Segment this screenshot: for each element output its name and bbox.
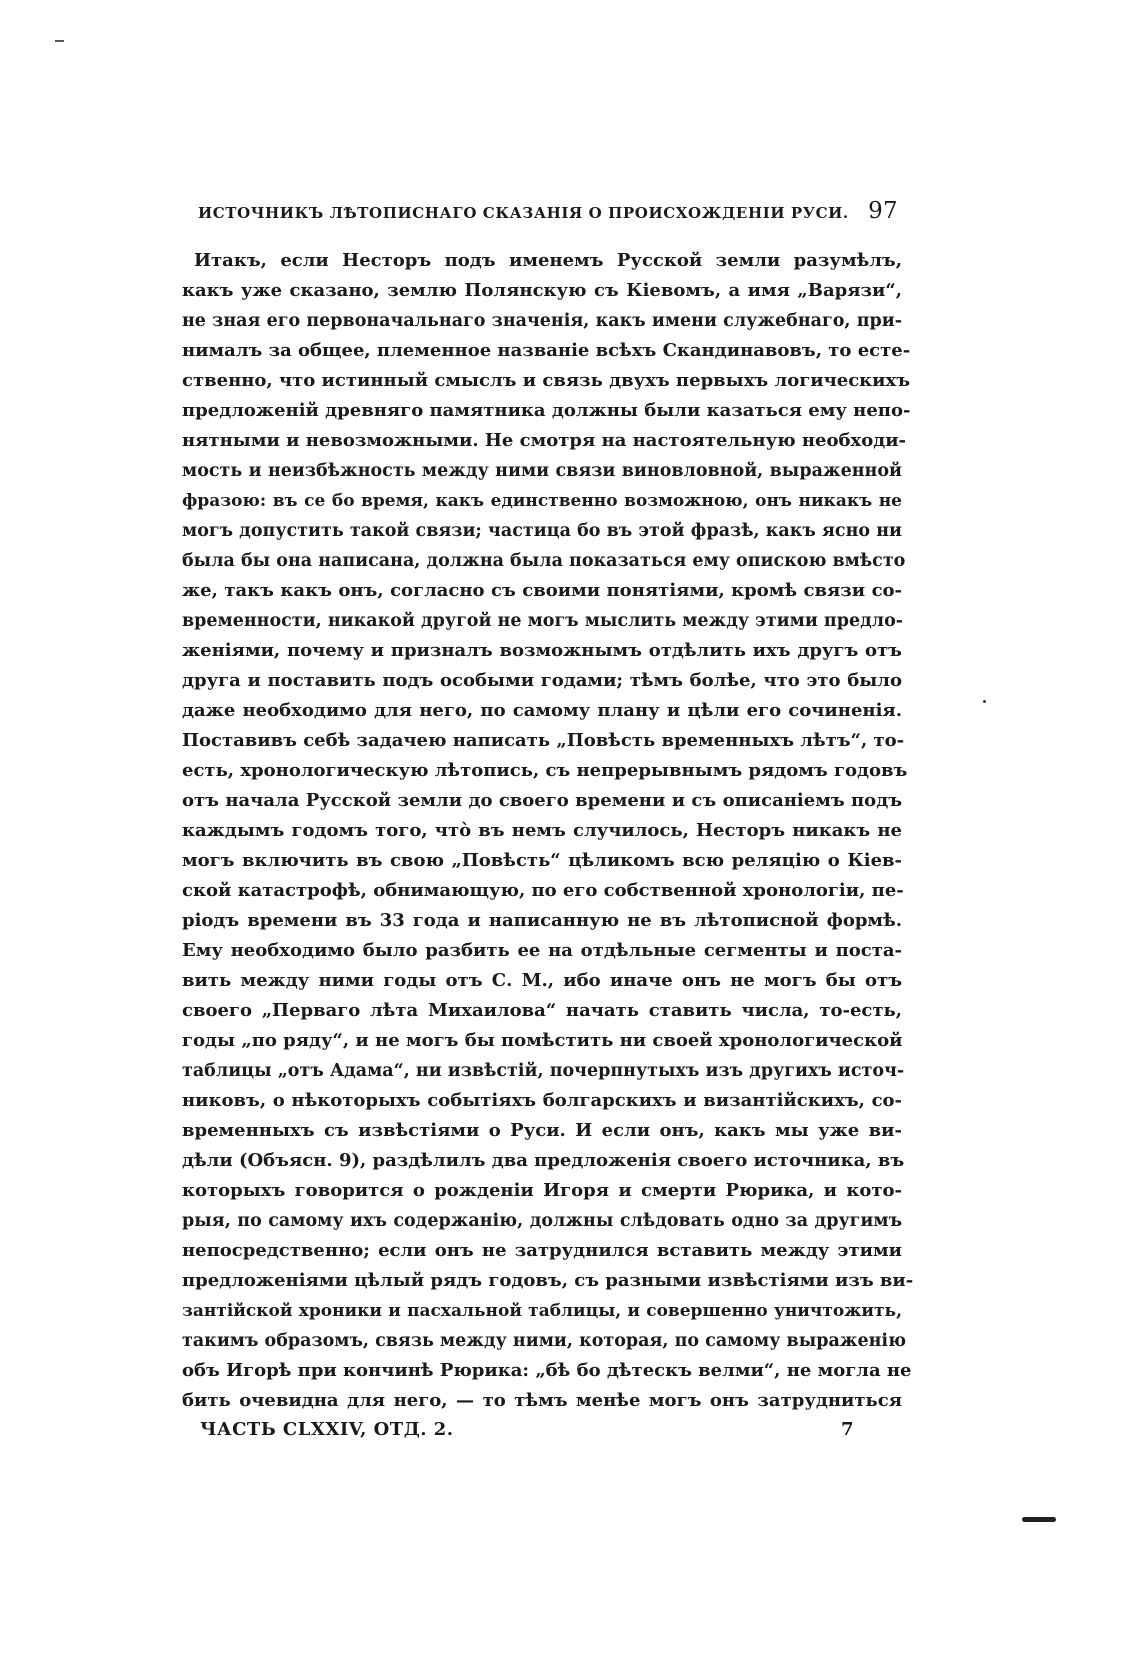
page-number: 97 (868, 198, 898, 224)
body-text (182, 246, 914, 1416)
text-line: какъ уже сказано, землю Полянскую съ Кіевомъ, а имя „Варязи“, (182, 280, 902, 301)
text-line: предложеніями цѣлый рядъ годовъ, съ разными извѣстіями изъ ви- (182, 1270, 914, 1291)
text-line: предложеній древняго памятника должны были казаться ему непо- (182, 400, 911, 421)
text-line: отъ начала Русской земли до своего времени и съ описаніемъ подъ (182, 790, 902, 811)
text-line: вить между ними годы отъ С. М., ибо иначе онъ не могъ бы отъ (182, 970, 902, 991)
text-line: же, такъ какъ онъ, согласно съ своими понятіями, кромѣ связи со- (182, 580, 902, 601)
scan-artifact-dot (983, 700, 986, 703)
text-line: не зная его первоначальнаго значенія, какъ имени служебнаго, при- (182, 311, 902, 331)
text-line: зантійской хроники и пасхальной таблицы, и совершенно уничтожить, (182, 1301, 902, 1321)
text-line: ской катастрофѣ, обнимающую, по его собственной хронологіи, пе- (182, 880, 904, 901)
text-line: никовъ, о нѣкоторыхъ событіяхъ болгарскихъ и византійскихъ, со- (182, 1090, 902, 1111)
text-line: Итакъ, если Несторъ подъ именемъ Русской земли разумѣлъ, (194, 250, 902, 271)
text-line: рыя, по самому ихъ содержанію, должны слѣдовать одно за другимъ (182, 1211, 902, 1231)
text-line: ственно, что истинный смыслъ и связь двухъ первыхъ логическихъ (182, 370, 911, 391)
signature-mark: ЧАСТЬ CLXXIV, ОТД. 2. (200, 1419, 454, 1440)
sheet-number: 7 (840, 1419, 854, 1440)
text-line: своего „Перваго лѣта Михаилова“ начать ставить числа, то-есть, (182, 1000, 902, 1021)
scan-artifact-mark (55, 40, 64, 42)
text-line: Поставивъ себѣ задачею написать „Повѣсть временныхъ лѣтъ“, то- (182, 730, 905, 751)
text-line: мость и неизбѣжность между ними связи виновловной, выраженной (182, 461, 902, 481)
text-line: даже необходимо для него, по самому плану и цѣли его сочиненія. (182, 700, 902, 721)
text-line: такимъ образомъ, связь между ними, которая, по самому выраженію (182, 1331, 907, 1351)
text-line: которыхъ говорится о рожденіи Игоря и смерти Рюрика, и кото- (182, 1180, 902, 1201)
text-line: была бы она написана, должна была показаться ему опискою вмѣсто (182, 551, 906, 571)
text-line: каждымъ годомъ того, что̀ въ немъ случилось, Несторъ никакъ не (182, 820, 902, 841)
text-line: таблицы „отъ Адама“, ни извѣстій, почерпнутыхъ изъ другихъ источ- (182, 1061, 905, 1081)
text-line: нималъ за общее, племенное названіе всѣхъ Скандинавовъ, то есте- (182, 340, 911, 361)
text-line: есть, хронологическую лѣтопись, съ непрерывнымъ рядомъ годовъ (182, 760, 908, 781)
running-header (198, 198, 898, 232)
text-line: дѣли (Объясн. 9), раздѣлилъ два предложенія своего источника, въ (182, 1150, 905, 1171)
running-title: ИСТОЧНИКЪ ЛѢТОПИСНАГО СКАЗАНІЯ О ПРОИСХОЖДЕНІИ РУСИ. (198, 204, 849, 222)
page-footer (200, 1419, 854, 1440)
text-line: могъ включить въ свою „Повѣсть“ цѣликомъ всю реляцію о Кіев- (182, 850, 902, 871)
text-line: временныхъ съ извѣстіями о Руси. И если онъ, какъ мы уже ви- (182, 1120, 902, 1141)
text-line: объ Игорѣ при кончинѣ Рюрика: „бѣ бо дѣтескъ велми“, не могла не (182, 1360, 912, 1381)
text-line: женіями, почему и призналъ возможнымъ отдѣлить ихъ другъ отъ (182, 640, 902, 661)
text-line: друга и поставить подъ особыми годами; тѣмъ болѣе, что это было (182, 670, 902, 691)
text-line: могъ допустить такой связи; частица бо въ этой фразѣ, какъ ясно ни (182, 521, 902, 541)
text-line: Ему необходимо было разбить ее на отдѣльные сегменты и поста- (182, 940, 902, 961)
scan-artifact-dash (1022, 1517, 1056, 1522)
text-line: непосредственно; если онъ не затруднился вставить между этими (182, 1240, 902, 1261)
text-line: годы „по ряду“, и не могъ бы помѣстить ни своей хронологической (182, 1030, 903, 1051)
text-line: нятными и невозможными. Не смотря на настоятельную необходи- (182, 430, 907, 451)
text-line: фразою: въ се бо время, какъ единственно возможною, онъ никакъ не (182, 491, 902, 511)
text-line: временности, никакой другой не могъ мыслить между этими предло- (182, 611, 904, 631)
text-line: ріодъ времени въ 33 года и написанную не въ лѣтописной формѣ. (182, 910, 902, 931)
book-page (182, 198, 914, 1440)
text-line: бить очевидна для него, — то тѣмъ менѣе могъ онъ затрудниться (182, 1390, 902, 1411)
